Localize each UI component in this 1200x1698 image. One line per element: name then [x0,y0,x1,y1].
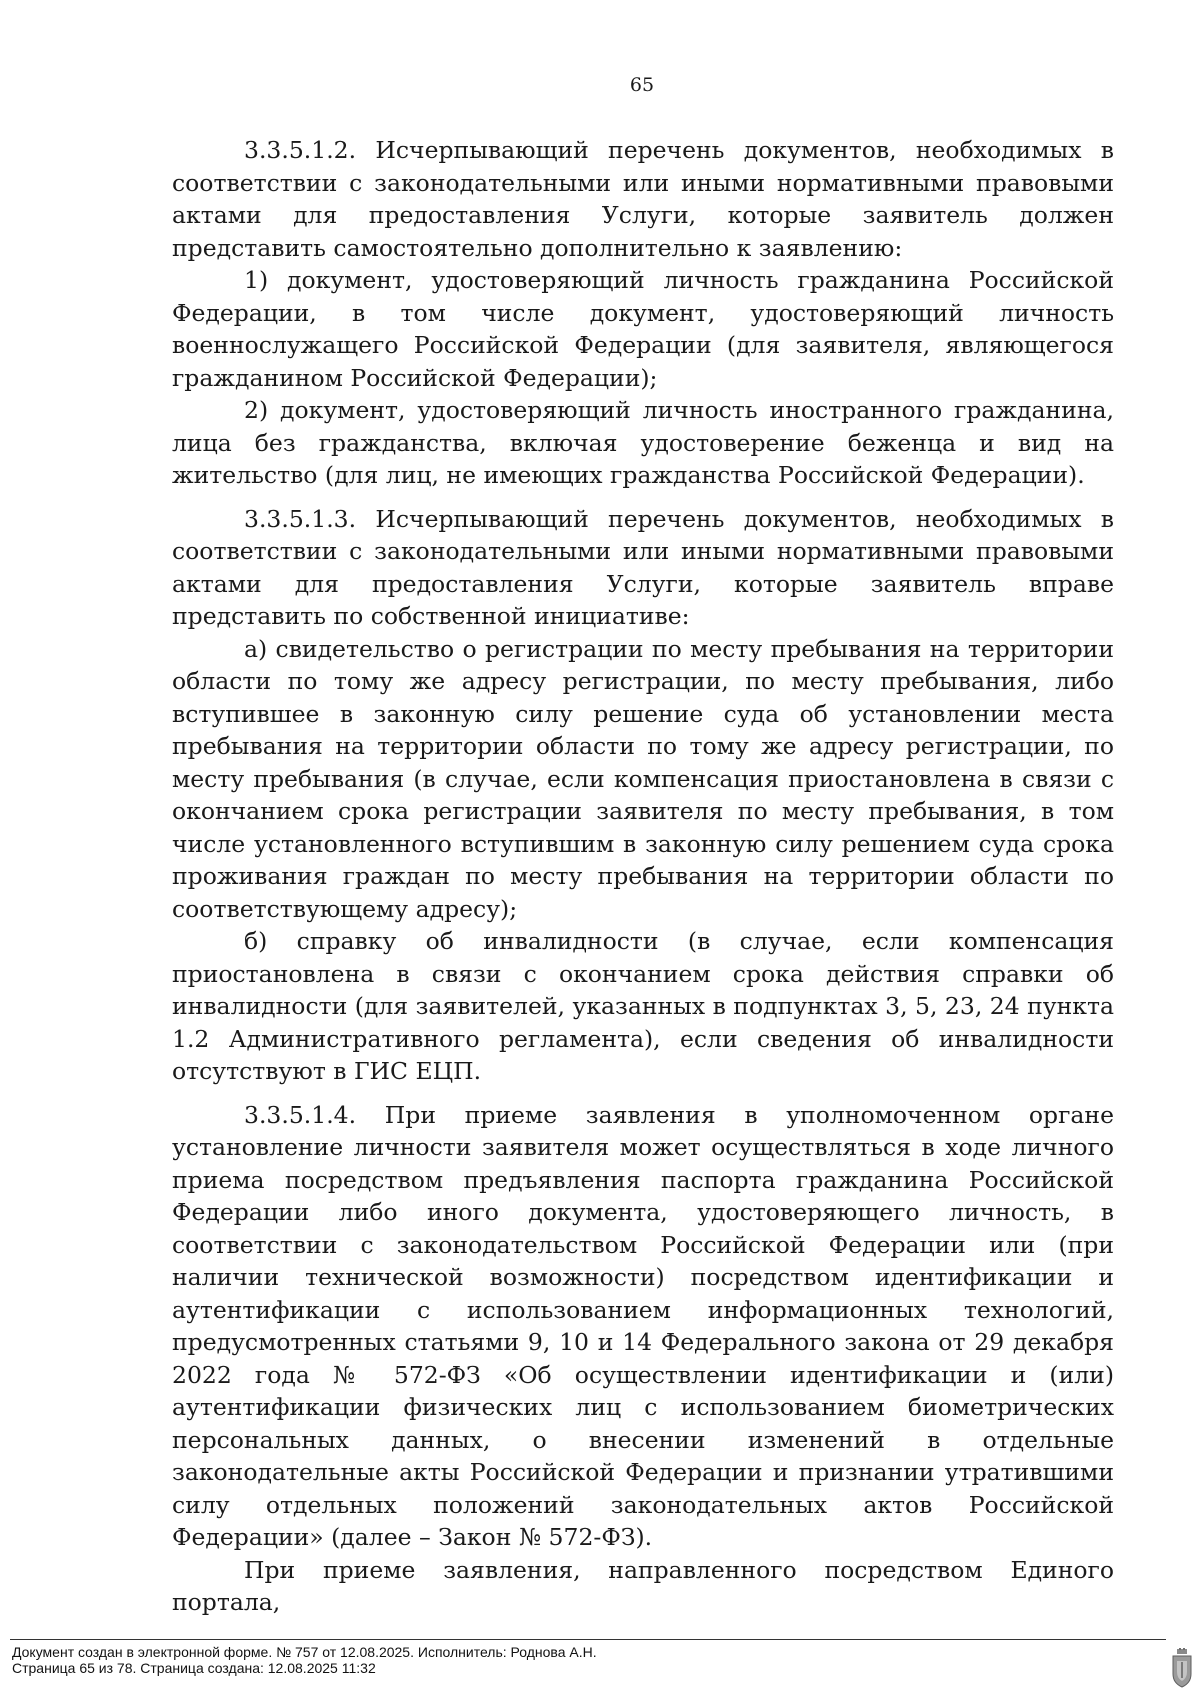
paragraph-3-3-5-1-4: 3.3.5.1.4. При приеме заявления в уполномоченном органе установление личности заявителя может осуществляться в ходе личного приема посредством предъявления паспорта гражданина Российской Федерации либо иного документа, удостоверяющего личность, в соответствии с законодательством Российской Федерации или (при наличии технической возможности) посредством идентификации и аутентификации с использованием информационных технологий, предусмотренных статьями 9, 10 и 14 Федерального закона от 29 декабря 2022 года № 572-ФЗ «Об осуществлении идентификации и (или) аутентификации физических лиц с использованием биометрических персональных данных, о внесении изменений в отдельные законодательные акты Российской Федерации и признании утратившими силу отдельных положений законодательных актов Российской Федерации» (далее – Закон № 572-ФЗ). [172,1100,1114,1551]
footer-divider [10,1639,1166,1640]
footer-page-info: Страница 65 из 78. Страница создана: 12.08.2025 11:32 [12,1660,376,1676]
page-number: 65 [629,74,655,96]
list-item-a: а) свидетельство о регистрации по месту пребывания на территории области по тому же адресу регистрации, по месту пребывания, либо вступившее в законную силу решение суда об установлении места пребывания на территории области по тому же адресу регистрации, по месту пребывания (в случае, если компенсация приостановлена в связи с окончанием срока регистрации заявителя по месту пребывания, в том числе установленного вступившим в законную силу решением суда срока проживания граждан по месту пребывания на территории области по соответствующему адресу); [172,634,1114,923]
coat-of-arms-icon [1170,1648,1194,1688]
paragraph-portal-intake: При приеме заявления, направленного посредством Единого портала, [172,1555,1114,1616]
list-item-1: 1) документ, удостоверяющий личность гражданина Российской Федерации, в том числе документ, удостоверяющий личность военнослужащего Российской Федерации (для заявителя, являющегося гражданином Российской Федерации); [172,266,1114,392]
footer-stamp [12,1644,597,1676]
list-item-2: 2) документ, удостоверяющий личность иностранного гражданина, лица без гражданства, включая удостоверение беженца и вид на жительство (для лиц, не имеющих гражданства Российской Федерации). [172,396,1114,489]
footer-document-info: Документ создан в электронной форме. № 757 от 12.08.2025. Исполнитель: Роднова А.Н. [12,1644,597,1660]
paragraph-3-3-5-1-3: 3.3.5.1.3. Исчерпывающий перечень документов, необходимых в соответствии с законодательными или иными нормативными правовыми актами для предоставления Услуги, которые заявитель вправе представить по собственной инициативе: [172,504,1114,630]
paragraph-3-3-5-1-2: 3.3.5.1.2. Исчерпывающий перечень документов, необходимых в соответствии с законодательными или иными нормативными правовыми актами для предоставления Услуги, которые заявитель должен представить самостоятельно дополнительно к заявлению: [172,136,1114,262]
document-body [172,134,1114,1619]
list-item-b: б) справку об инвалидности (в случае, если компенсация приостановлена в связи с окончанием срока действия справки об инвалидности (для заявителей, указанных в подпунктах 3, 5, 23, 24 пункта 1.2 Административного регламента), если сведения об инвалидности отсутствуют в ГИС ЕЦП. [172,927,1114,1085]
